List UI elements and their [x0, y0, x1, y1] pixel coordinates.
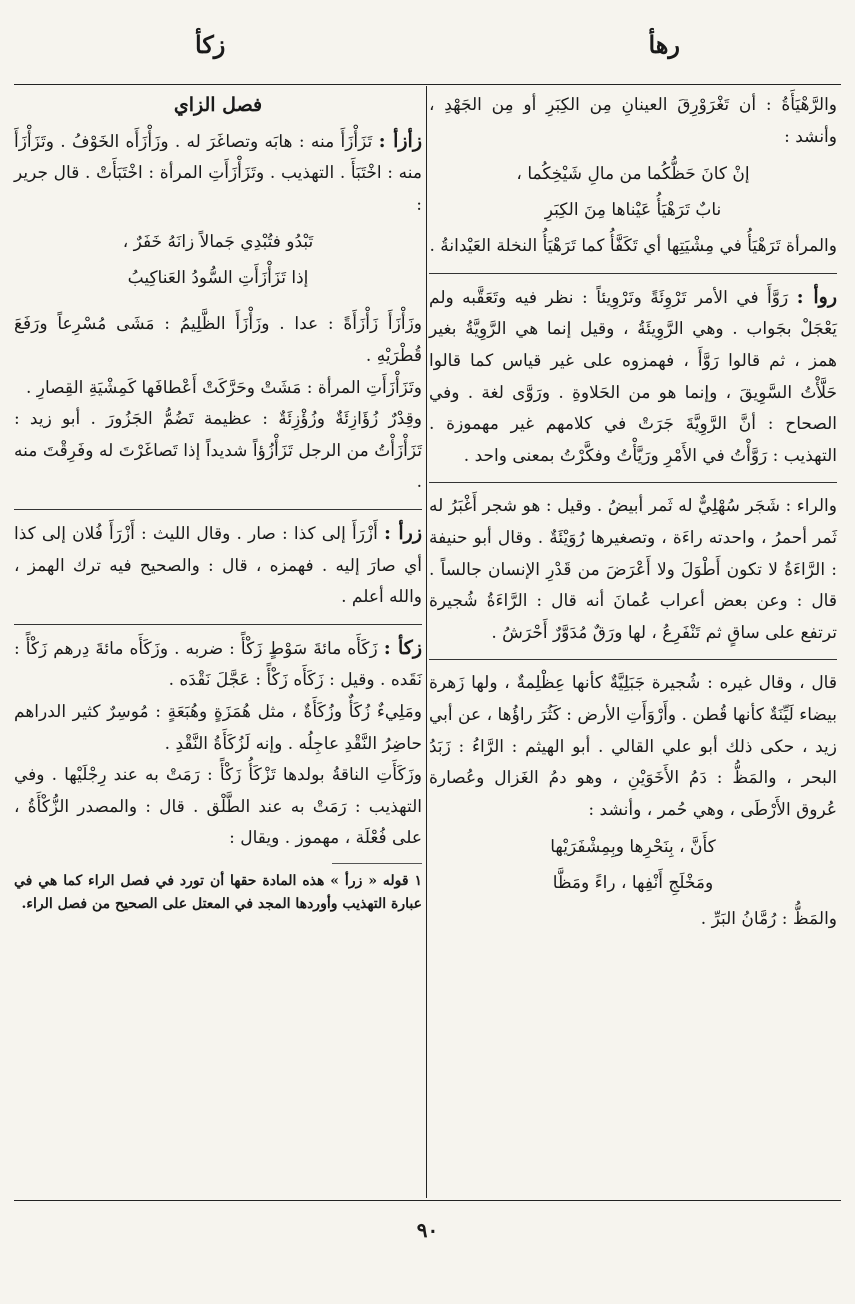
- footer-rule: [14, 1200, 841, 1201]
- entry-text: والمَظُّ : رُمَّانُ البَرِّ .: [700, 909, 837, 930]
- footnote: ١ قوله « زرأ » هذه المادة حقها أن تورد في فصل الراء كما هي في عبارة التهذيب وأوردها المجد في المعتل على الصحيح من فصل الراء.: [14, 872, 422, 912]
- entry-text: وزَأْزَأَ زَأْزَأَةً : عدا . وزَأْزَأَ الظَّلِيمُ : مَشَى مُسْرِعاً ورَفَعَ قُطْرَيْهِ .: [14, 314, 422, 366]
- headword: زرأ :: [383, 521, 422, 544]
- verse-line: كأَنَّ ، بِنَحْرِها وبِمِشْفَرَيْها: [550, 837, 716, 858]
- entry-text: أَزْرَأَ إلى كذا : صار . وقال الليث : أَزْرَأَ فُلان إلى كذا أي صارَ إليه . فهمزه ، قال : والصحيح فيه ترك الهمز ، والله أعلم .: [14, 523, 422, 608]
- entry-separator: [429, 659, 837, 660]
- entry-zaka: [14, 633, 422, 697]
- headword: روأ :: [796, 285, 837, 308]
- section-title: فصل الزاي: [173, 94, 263, 116]
- entry-text: رَوَّأَ في الأمر تَرْوِئَةً وتَرْوِيئاً : نظر فيه وتَعَقَّبه ولم يَعْجَلْ بجَواب . وهي الرَّوِيئَةُ ، وقيل إنما هي الرَّوِيَّةُ بغير همز ، ثم قالوا رَوَّأَ ، فهمزوه على غير قياس كما قالوا حَلَّأْتُ السَّوِيقَ ، وإنما هو من الحَلاوةِ . ورَوَّى لغة . وفي الصحاح : أنَّ الرَّوِيَّةَ جَرَتْ في كلامهم غير مهموزة . التهذيب : رَوَّأْتُ في الأَمْرِ ورَيَّأْتُ وفكَّرْتُ بمعنى واحد .: [429, 287, 837, 466]
- page-number: ٩٠: [416, 1218, 439, 1242]
- entry-separator: [429, 273, 837, 274]
- entry-text: والرَّهْيَأَةُ : أن تَغْرَوْرِقَ العينانِ مِن الكِبَرِ أو مِن الجَهْدِ ، وأنشد :: [429, 95, 837, 147]
- entry-text: والمرأة تَرَهْيَأُ في مِشْيَتِها أي تَكَفَّأُ كما تَرَهْيَأُ النخلة العَيْدانةُ .: [429, 236, 837, 257]
- entry-separator: [14, 509, 422, 510]
- verse-line: ومَخْلَجِ أَنْفِها ، راءً ومَظَّا: [552, 873, 714, 894]
- entry-text: وزَكَأَتِ الناقةُ بولدها تَزْكَأُ زَكْأً : رَمَتْ به عند رِجْلَيْها . وفي التهذيب : رَمَتْ به عند الطَّلْق . قال : والمصدر الزُّكْأَةُ ، على فُعْلَة ، مهموز . ويقال :: [14, 765, 422, 849]
- verse-line: إنْ كانَ حَظُّكُما من مالِ شَيْخِكُما ،: [516, 164, 750, 185]
- entry-text: وتَزَأْزَأَتِ المرأة : مَشَتْ وحَرَّكَتْ أَعْطافَها كَمِشْيَةِ القِصارِ .: [25, 377, 422, 398]
- verse-line: نابٌ تَرَهْيَأُ عَيْناها مِنَ الكِبَرِ: [544, 200, 722, 221]
- entry-zara: [14, 518, 422, 614]
- left-column: [14, 90, 422, 916]
- entry-text: زَكَأَه مائةَ سَوْطٍ زَكْأً : ضربه . وزَكَأَه مائةَ دِرهم زَكْأً : نَقَده . وقيل : زَكَأَه زَكْأً : عَجَّلَ نَقْدَه .: [14, 638, 422, 691]
- footnote-rule: [332, 863, 422, 864]
- verse-line: إذا تَزَأْزَأَتِ السُّودُ العَناكِيبُ: [127, 268, 309, 289]
- entry-zaza: [14, 126, 422, 222]
- verse-line: تَبْدُو فتُبْدِي جَمالاً زانَهُ خَفَرٌ ،: [122, 232, 314, 253]
- headword: زكأ :: [383, 636, 423, 659]
- entry-rwa: [429, 282, 837, 473]
- entry-text: والراء : شَجَر سُهْلِيٌّ له ثَمر أبيضُ . وقيل : هو شجر أَغْبَرُ له ثَمر أحمرُ ، واحدته راءَة ، وتصغيرها رُوَيْئَةٌ . وقال أبو حنيفة : الرَّاءَةُ لا تكون أَطْوَلَ ولا أَعْرَضَ من قَدْرِ الإنسان جالساً . قال : وعن بعض أعراب عُمانَ أنه قال : الرَّاءَةُ شُجيرة ترتفع على ساقٍ ثم تَنْفَرِعُ ، لها ورَقٌ مُدَوَّرٌ أَحْرَشُ .: [429, 496, 837, 643]
- right-column: [429, 90, 837, 936]
- entry-text: تَزَأْزَأَ منه : هابَه وتصاغَرَ له . وزَأْزَأَه الخَوْفُ . وتَزَأْزَأَ منه : اخْتَبَأَ . التهذيب . وتَزَأْزَأَتِ المرأة : اخْتَبَأَتْ . قال جرير :: [14, 131, 422, 215]
- entry-separator: [429, 482, 837, 483]
- entry-text: ومَلِيءٌ زُكَأٌ وزُكَأَةٌ ، مثل هُمَزَةٍ وهُبَعَةٍ : مُوسِرٌ كثير الدراهم حاضِرُ النَّقْدِ عاجِلُه . وإنه لَزُكَأَةُ النَّقْدِ .: [14, 701, 422, 754]
- header-rule: [14, 84, 841, 85]
- column-divider: [426, 86, 427, 1198]
- headword: زأزأ :: [378, 129, 422, 152]
- running-header-right: رهأ: [648, 30, 680, 59]
- entry-text: وقِدْرٌ زُؤَازِئَةٌ وزُؤْزِئَةٌ : عظيمة تَضُمُّ الجَزُورَ . أبو زيد : تَزَأْزَأْتُ من الرجل تَزَأْزُؤاً شديداً إذا تَصاغَرْتَ له وفَرِقْتَ منه .: [14, 409, 422, 493]
- entry-text: قال ، وقال غيره : شُجيرة جَبَلِيَّةٌ كأنها عِظْلِمةٌ ، ولها زَهرة بيضاء لَيِّنَةٌ كأنها قُطن . وأَرْوَأَتِ الأرض : كَثُرَ راؤُها ، عن أبي زيد ، حكى ذلك أبو علي القالي . أبو الهيثم : الرَّاءُ : زَبَدُ البحر ، والمَظُّ : دَمُ الأَخَوَيْنِ ، وهو دمُ الغَزال وعُصارة عُروق الأَرْطَى ، وهي حُمر ، وأنشد :: [429, 673, 837, 820]
- running-header-left: زكأ: [195, 30, 226, 59]
- entry-separator: [14, 624, 422, 625]
